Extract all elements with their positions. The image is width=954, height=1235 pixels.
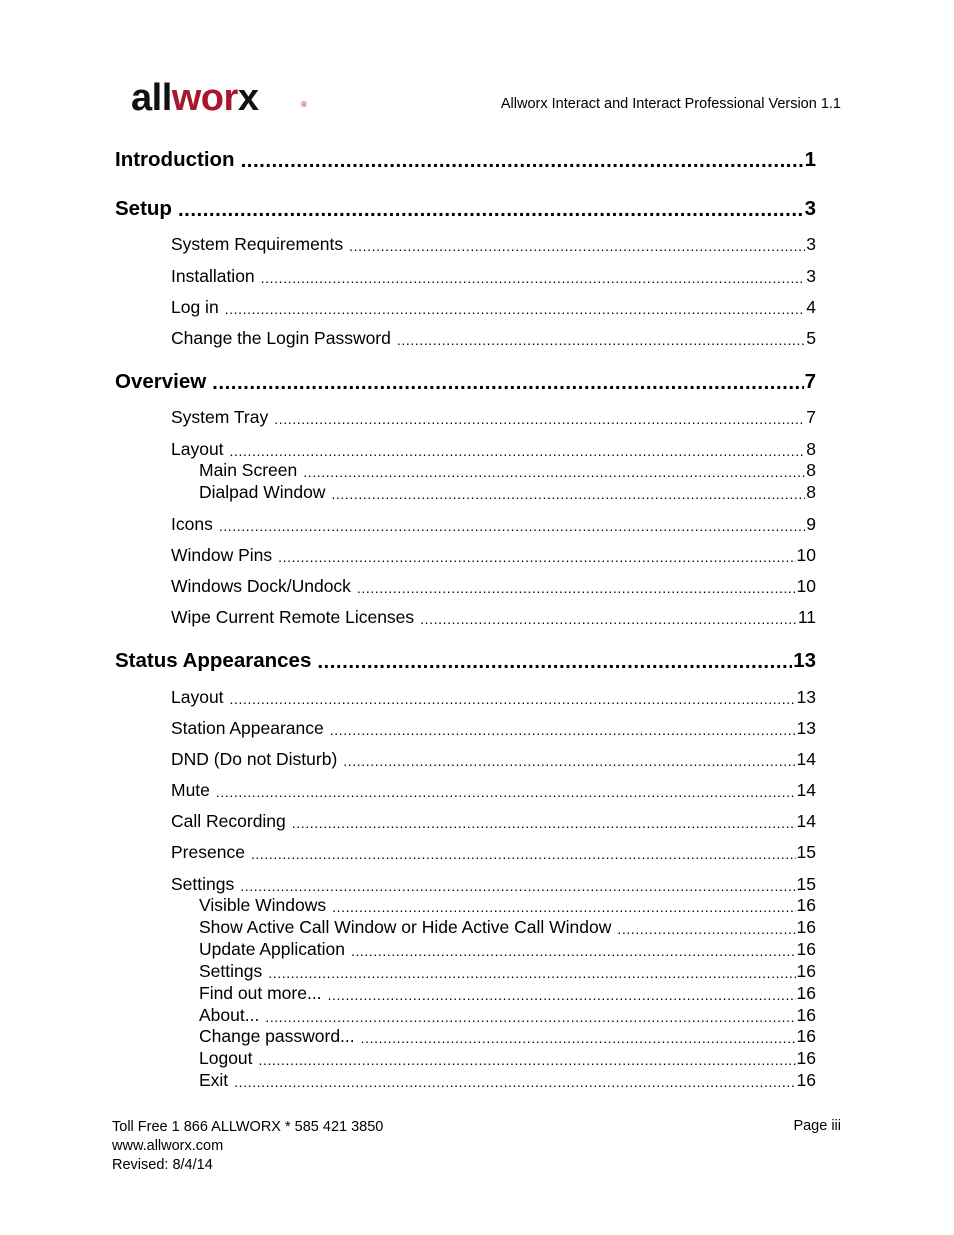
- registered-mark: ®: [301, 100, 307, 109]
- toc-dot-leader: [178, 199, 804, 221]
- toc-section-entry[interactable]: [171, 263, 816, 287]
- toc-entry-page: 13: [796, 718, 816, 738]
- toc-entry-page: 3: [806, 266, 816, 286]
- toc-section-entry[interactable]: [171, 325, 816, 349]
- toc-entry-page: 11: [797, 607, 816, 627]
- toc-entry-label: Dialpad Window: [199, 482, 326, 502]
- toc-entry-page: 13: [793, 649, 816, 672]
- toc-entry-label: Call Recording: [171, 811, 286, 831]
- toc-dot-leader: [251, 845, 796, 863]
- toc-section-entry[interactable]: [199, 914, 816, 938]
- toc-section-entry[interactable]: [199, 479, 816, 503]
- toc-entry-page: 8: [806, 460, 816, 480]
- toc-entry-page: 16: [796, 1048, 816, 1068]
- toc-entry-page: 14: [796, 749, 816, 769]
- toc-entry-page: 13: [796, 687, 816, 707]
- footer-website: www.allworx.com: [112, 1138, 224, 1154]
- toc-entry-label: Show Active Call Window or Hide Active Call Window: [199, 917, 612, 937]
- toc-entry-label: About...: [199, 1005, 260, 1025]
- toc-entry-label: Update Application: [199, 939, 345, 959]
- toc-entry-label: Mute: [171, 780, 210, 800]
- toc-chapter-entry[interactable]: [115, 197, 816, 221]
- toc-dot-leader: [317, 651, 792, 673]
- toc-dot-leader: [234, 1073, 795, 1091]
- toc-section-entry[interactable]: [171, 511, 816, 535]
- toc-entry-label: Layout: [171, 439, 224, 459]
- toc-section-entry[interactable]: [171, 573, 816, 597]
- toc-entry-page: 9: [806, 514, 816, 534]
- toc-entry-label: Change the Login Password: [171, 328, 391, 348]
- toc-dot-leader: [331, 485, 805, 503]
- toc-section-entry[interactable]: [199, 457, 816, 481]
- footer-revised: Revised: 8/4/14: [112, 1157, 213, 1173]
- toc-entry-page: 16: [796, 1005, 816, 1025]
- toc-entry-label: Status Appearances: [115, 649, 312, 672]
- logo-part-2: x: [237, 77, 259, 119]
- toc-entry-label: Logout: [199, 1048, 253, 1068]
- toc-entry-label: Installation: [171, 266, 255, 286]
- toc-dot-leader: [357, 579, 796, 597]
- toc-entry-label: Presence: [171, 842, 245, 862]
- toc-entry-label: Settings: [171, 874, 235, 894]
- toc-entry-page: 10: [796, 545, 816, 565]
- toc-entry-page: 16: [796, 895, 816, 915]
- toc-dot-leader: [219, 517, 805, 535]
- toc-section-entry[interactable]: [171, 684, 816, 708]
- toc-entry-page: 4: [806, 297, 816, 317]
- toc-dot-leader: [420, 610, 797, 628]
- toc-entry-label: Layout: [171, 687, 224, 707]
- toc-entry-page: 7: [804, 370, 816, 393]
- toc-section-entry[interactable]: [171, 715, 816, 739]
- toc-section-entry[interactable]: [171, 294, 816, 318]
- toc-section-entry[interactable]: [171, 404, 816, 428]
- logo-part-1: all: [131, 77, 172, 119]
- toc-section-entry[interactable]: [199, 892, 816, 916]
- toc-entry-page: 16: [796, 917, 816, 937]
- toc-entry-label: Window Pins: [171, 545, 273, 565]
- toc-section-entry[interactable]: [171, 604, 816, 628]
- toc-entry-page: 8: [806, 439, 816, 459]
- toc-chapter-entry[interactable]: [115, 649, 816, 673]
- toc-entry-page: 16: [796, 1070, 816, 1090]
- toc-dot-leader: [349, 237, 805, 255]
- toc-section-entry[interactable]: [171, 542, 816, 566]
- toc-entry-label: Station Appearance: [171, 718, 324, 738]
- toc-entry-label: Exit: [199, 1070, 229, 1090]
- toc-section-entry[interactable]: [199, 1023, 816, 1047]
- toc-entry-label: Icons: [171, 514, 213, 534]
- toc-dot-leader: [225, 300, 806, 318]
- logo-wordmark: [131, 78, 258, 118]
- toc-entry-page: 10: [796, 576, 816, 596]
- toc-section-entry[interactable]: [199, 1067, 816, 1091]
- footer-contact: [112, 1118, 383, 1175]
- toc-entry-page: 14: [796, 811, 816, 831]
- toc-entry-label: System Tray: [171, 407, 269, 427]
- toc-dot-leader: [241, 150, 804, 172]
- toc-dot-leader: [230, 690, 796, 708]
- toc-section-entry[interactable]: [171, 808, 816, 832]
- toc-entry-page: 15: [796, 874, 816, 894]
- toc-dot-leader: [216, 783, 796, 801]
- toc-entry-page: 16: [796, 983, 816, 1003]
- toc-entry-page: 8: [806, 482, 816, 502]
- toc-entry-label: DND (Do not Disturb): [171, 749, 338, 769]
- allworx-logo: [131, 76, 311, 120]
- toc-entry-page: 16: [796, 961, 816, 981]
- toc-section-entry[interactable]: [171, 839, 816, 863]
- toc-entry-page: 5: [806, 328, 816, 348]
- toc-dot-leader: [343, 752, 795, 770]
- toc-entry-label: Wipe Current Remote Licenses: [171, 607, 415, 627]
- toc-entry-page: 7: [806, 407, 816, 427]
- toc-section-entry[interactable]: [199, 936, 816, 960]
- page-number: Page iii: [793, 1118, 841, 1134]
- toc-entry-label: Overview: [115, 370, 207, 393]
- toc-entry-label: Change password...: [199, 1026, 355, 1046]
- toc-section-entry[interactable]: [171, 231, 816, 255]
- toc-section-entry[interactable]: [199, 1045, 816, 1069]
- toc-entry-label: Introduction: [115, 148, 235, 171]
- toc-chapter-entry[interactable]: [115, 370, 816, 394]
- toc-entry-label: Find out more...: [199, 983, 322, 1003]
- logo-accent: wor: [171, 77, 238, 119]
- footer-phone: Toll Free 1 866 ALLWORX * 585 421 3850: [112, 1119, 384, 1135]
- toc-dot-leader: [261, 269, 806, 287]
- toc-entry-label: Settings: [199, 961, 263, 981]
- toc-entry-page: 14: [796, 780, 816, 800]
- toc-entry-label: System Requirements: [171, 234, 344, 254]
- toc-dot-leader: [292, 814, 796, 832]
- toc-dot-leader: [278, 548, 795, 566]
- toc-entry-label: Log in: [171, 297, 219, 317]
- toc-dot-leader: [397, 331, 805, 349]
- toc-entry-label: Setup: [115, 197, 172, 220]
- toc-entry-page: 3: [806, 234, 816, 254]
- document-title: Allworx Interact and Interact Professional Version 1.1: [500, 96, 841, 112]
- toc-section-entry[interactable]: [199, 958, 816, 982]
- toc-entry-page: 1: [804, 148, 816, 171]
- toc-section-entry[interactable]: [171, 746, 816, 770]
- toc-section-entry[interactable]: [171, 777, 816, 801]
- toc-dot-leader: [274, 410, 805, 428]
- toc-entry-page: 3: [804, 197, 816, 220]
- toc-section-entry[interactable]: [199, 980, 816, 1004]
- toc-dot-leader: [330, 721, 796, 739]
- toc-entry-page: 15: [796, 842, 816, 862]
- toc-entry-page: 16: [796, 939, 816, 959]
- toc-chapter-entry[interactable]: [115, 148, 816, 172]
- toc-entry-page: 16: [796, 1026, 816, 1046]
- toc-entry-label: Visible Windows: [199, 895, 327, 915]
- toc-entry-label: Main Screen: [199, 460, 298, 480]
- toc-dot-leader: [212, 372, 803, 394]
- toc-entry-label: Windows Dock/Undock: [171, 576, 351, 596]
